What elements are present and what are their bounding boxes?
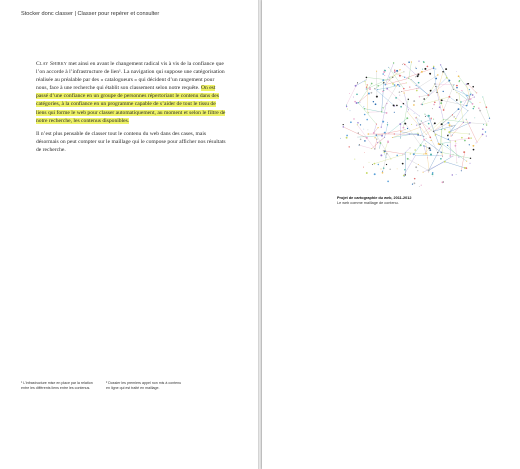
footnote-2: ² Dossier les premiers appel non mis à contenu en ligne qui est traité en maillage. bbox=[106, 381, 182, 390]
highlighted-passage[interactable]: On est passé d’une confiance en un groupe de personnes répertoriant le contenu dans des catégories, à la confiance en un programme capable de s’aider de tout le tissu de liens qui forme le web pour classer automatiquement, au moment et selon le filtre de notre recherche, les contenus disponibles. bbox=[36, 85, 226, 124]
running-head: Stocker donc classer | Classer pour repérer et consulter bbox=[21, 11, 160, 17]
network-edges bbox=[343, 62, 489, 175]
footnote-1: ¹ L’infrastructure mise en place par la relation entre les différents liens entre les contenus. bbox=[21, 381, 93, 390]
left-page bbox=[0, 0, 258, 469]
right-page bbox=[262, 0, 520, 469]
author-name: Clay Shirky bbox=[36, 61, 67, 67]
body-text bbox=[36, 60, 226, 154]
web-cartography-image bbox=[334, 56, 494, 192]
caption-subtitle: Le web comme maillage de contenu. bbox=[337, 201, 399, 205]
figure-caption bbox=[337, 196, 447, 206]
paragraph-1-text: met ainsi en avant le changement radical vis à vis de la confiance que l’on accorde à l’infrastructure de lien¹. La navigation qui suppose une catégorisation réalisée au préalable par des « catalogueurs » qui décident d’un rangement pour nous, face à une recherche qui établit son classement selon notre requête. bbox=[36, 61, 225, 92]
paragraph-1 bbox=[36, 60, 226, 125]
paragraph-2: Il n’est plus pensable de classer tout le contenu du web dans des cases, mais désormais on peut compter sur le maillage qui le compose pour afficher nos résultats de recherche. bbox=[36, 130, 226, 153]
caption-title: Projet de cartographie du web, 2011-2012 bbox=[337, 196, 412, 200]
